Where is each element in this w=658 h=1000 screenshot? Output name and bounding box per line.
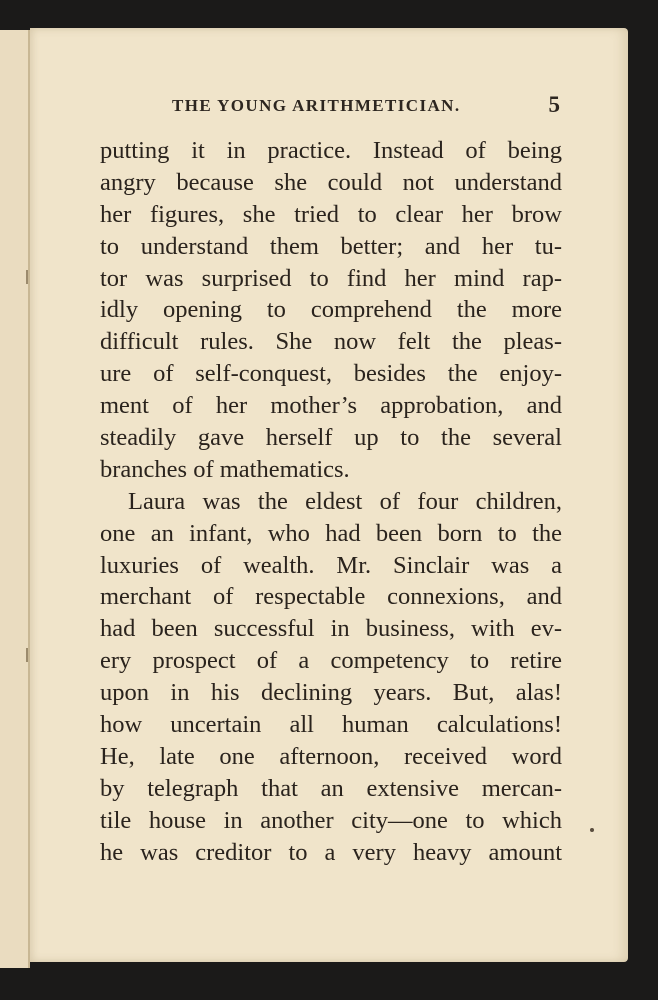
page-edge-mark <box>26 270 28 284</box>
text-line: had been successful in business, with ev- <box>100 615 562 643</box>
text-line: he was creditor to a very heavy amount <box>100 838 562 866</box>
text-line: angry because she could not understand <box>100 168 562 196</box>
text-line: idly opening to comprehend the more <box>100 296 562 324</box>
text-line: tor was surprised to find her mind rap- <box>100 264 562 292</box>
text-line: He, late one afternoon, received word <box>100 742 562 770</box>
body-text <box>100 135 562 868</box>
text-line: luxuries of wealth. Mr. Sinclair was a <box>100 551 562 579</box>
text-line: merchant of respectable connexions, and <box>100 583 562 611</box>
text-line: putting it in practice. Instead of being <box>100 137 562 164</box>
text-line: tile house in another city—one to which <box>100 806 562 834</box>
text-line: difficult rules. She now felt the pleas- <box>100 328 562 356</box>
paper-speck <box>590 828 594 832</box>
text-line: branches of mathematics. <box>100 455 350 483</box>
text-line: one an infant, who had been born to the <box>100 519 562 547</box>
text-line: by telegraph that an extensive mercan- <box>100 774 562 802</box>
book-page <box>30 28 628 962</box>
text-line: ure of self-conquest, besides the enjoy- <box>100 360 562 388</box>
running-head <box>100 92 560 122</box>
page-edge-mark <box>26 648 28 662</box>
text-line: how uncertain all human calculations! <box>100 711 562 739</box>
text-line: ment of her mother’s approbation, and <box>100 392 562 420</box>
text-line: steadily gave herself up to the several <box>100 424 562 452</box>
text-line: ery prospect of a competency to retire <box>100 647 562 675</box>
text-line: her figures, she tried to clear her brow <box>100 200 562 228</box>
text-line: to understand them better; and her tu- <box>100 232 562 260</box>
facing-page-edge <box>0 30 30 968</box>
page-number: 5 <box>548 92 560 117</box>
text-line: Laura was the eldest of four children, <box>128 487 562 515</box>
running-head-title: THE YOUNG ARITHMETICIAN. <box>172 96 461 115</box>
text-line: upon in his declining years. But, alas! <box>100 679 562 707</box>
